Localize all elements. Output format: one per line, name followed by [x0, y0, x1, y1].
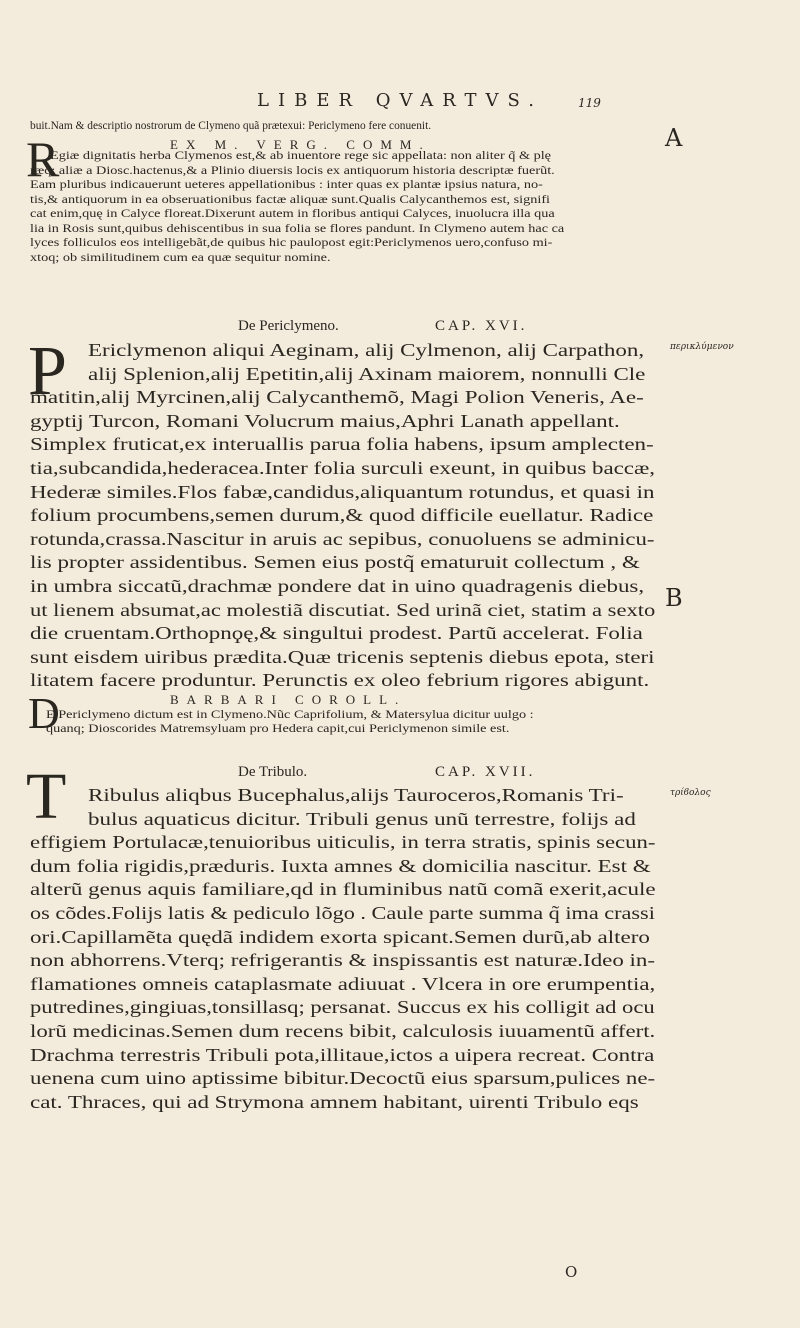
text-line: effigiem Portulacæ,tenuioribus uiticulis, in terra stratis, spinis secun-: [30, 832, 656, 853]
margin-letter-a: A: [665, 124, 683, 152]
dropcap-r: R: [26, 131, 60, 187]
margin-letter-b: B: [665, 584, 683, 612]
text-line: Ribulus aliqbus Bucephalus,alijs Tauroceros,Romanis Tri-: [88, 785, 624, 805]
text-line: lis propter assidentibus. Semen eius postq̃ ematuruit collectum , &: [30, 552, 640, 573]
text-line: sunt eisdem uiribus prædita.Quæ tricenis septenis diebus epota, steri: [30, 646, 655, 667]
text-line: Hederæ similes.Flos fabæ,candidus,aliquantum rotundus, et quasi in: [30, 481, 655, 502]
text-line: putredines,gingiuas,tonsillasq; persanat. Succus ex his colligit ad ocu: [30, 997, 655, 1018]
text-line: folium procumbens,semen durum,& quod difficile euellatur. Radice: [30, 505, 654, 526]
chapter-title-tribulo: De Tribulo.: [238, 764, 308, 780]
text-line: gyptij Turcon, Romani Volucrum maius,Aphri Lanath appellant.: [30, 410, 620, 431]
text-line: flamationes omneis cataplasmate adiuuat . Vlcera in ore erumpentia,: [30, 973, 656, 994]
dropcap-p: P: [28, 333, 67, 410]
text-line: lyces folliculos eos intelligebãt,de quibus hic paulopost egit:Periclymenos uero,confuso mi-: [30, 237, 553, 249]
text-line: bulus aquaticus dicitur. Tribuli genus unũ terrestre, folijs ad: [88, 808, 636, 829]
margin-greek-tribolos: τρίϐολος: [670, 788, 711, 798]
text-line: dum folia rigidis,præduris. Iuxta amnes & domicilia nascitur. Est &: [30, 855, 651, 876]
text-line: xtoq; ob similitudinem cum ea quæ sequitur nomine.: [30, 251, 331, 264]
folio-number: 119: [578, 96, 601, 110]
chapter-number-xvi: CAP. XVI.: [435, 318, 528, 334]
text-line: Egiæ dignitatis herba Clymenos est,& ab inuentore rege sic appellata: non aliter q̃ & plę: [50, 150, 551, 162]
chapter-title-periclymeno: De Periclymeno.: [238, 318, 339, 334]
text-line: litatem facere produntur. Perunctis ex oleo febrium rigores abigunt.: [30, 670, 650, 691]
text-line: lorũ medicinas.Semen dum recens bibit, calculosis iuuamentũ affert.: [30, 1021, 656, 1041]
text-line: non abhorrens.Vterq; refrigerantis & inspissantis est naturæ.Ideo in-: [30, 950, 656, 971]
text-line: cat. Thraces, qui ad Strymona amnem habitant, uirenti Tribulo eqs: [30, 1091, 639, 1112]
text-line: ræq; aliæ a Diosc.hactenus,& a Plinio diuersis locis ex antiquorum historia descriptæ fuerũt.: [30, 164, 555, 177]
text-line: Ericlymenon aliqui Aeginam, alij Cylmenon, alij Carpathon,: [88, 340, 645, 360]
dropcap-t: T: [26, 760, 67, 833]
text-line: tis,& antiquorum in ea obseruationibus factæ aliquæ sunt.Qualis Calycanthemos est, signifi: [30, 193, 551, 206]
commentary-heading: EX M. VERG. COMM.: [170, 137, 431, 152]
text-line: in umbra siccatũ,drachmæ pondere dat in uino quadragenis diebus,: [30, 576, 645, 596]
chapter-number-xvii: CAP. XVII.: [435, 764, 536, 780]
text-line: lia in Rosis sunt,quibus dehiscentibus in sua folia se flores pandunt. In Clymeno autem hac ca: [30, 222, 565, 235]
text-line: Simplex fruticat,ex interuallis parua folia habens, ipsum amplecten-: [30, 434, 654, 455]
margin-greek-periclymenon: περικλύμενον: [670, 342, 734, 352]
dropcap-d: D: [28, 689, 60, 738]
text-line: quanq; Dioscorides Matremsyluam pro Hedera capit,cui Periclymenon simile est.: [46, 723, 510, 735]
text-line: alterũ genus aquis familiare,qd in fluminibus natũ comã exerit,acule: [30, 879, 656, 900]
text-line: die cruentam.Orthopnϙę,& singultui prodest. Partũ accelerat. Folia: [30, 623, 643, 644]
text-line: ori.Capillamẽta quędã indidem exorta spicant.Semen durũ,ab altero: [30, 926, 650, 947]
text-line: cat enim,quę in Calyce floreat.Dixerunt autem in floribus antiqui Calyces, inuolucra illa qua: [30, 208, 555, 220]
barbari-heading: BARBARI COROLL.: [170, 692, 407, 707]
text-line: tia,subcandida,hederacea.Inter folia surculi exeunt, in quibus baccæ,: [30, 458, 655, 478]
text-line: uenena cum uino aptissime bibitur.Decoctũ eius sparsum,pulices ne-: [30, 1068, 656, 1089]
text-line: rotunda,crassa.Nascitur in aruis ac sepibus, conuoluens se adminicu-: [30, 528, 655, 549]
text-line: Eam pluribus indicauerunt ueteres appellationibus : inter quas ex plantæ ipsius natura, no-: [30, 179, 543, 191]
running-title: LIBER QVARTVS.: [257, 90, 543, 111]
catchword: O: [565, 1263, 578, 1281]
text-line: matitin,alij Myrcinen,alij Calycanthemõ, Magi Polion Veneris, Ae-: [30, 387, 644, 408]
text-line: ut lienem absumat,ac molestiã discutiat. Sed urinã ciet, statim a sexto: [30, 599, 656, 620]
text-line: os cõdes.Folijs latis & pediculo lõgo . Caule parte summa q̃ ima crassi: [30, 903, 655, 923]
text-line: Drachma terrestris Tribuli pota,illitaue,ictos a uipera recreat. Contra: [30, 1044, 655, 1065]
text-line: alij Splenion,alij Epetitin,alij Axinam maiorem, nonnulli Cle: [88, 363, 646, 384]
first-line: buit.Nam & descriptio nostrorum de Clymeno quã prætexui: Periclymeno fere conuenit.: [30, 120, 432, 132]
text-line: E Periclymeno dictum est in Clymeno.Nũc Caprifolium, & Matersylua dicitur uulgo :: [46, 709, 534, 721]
